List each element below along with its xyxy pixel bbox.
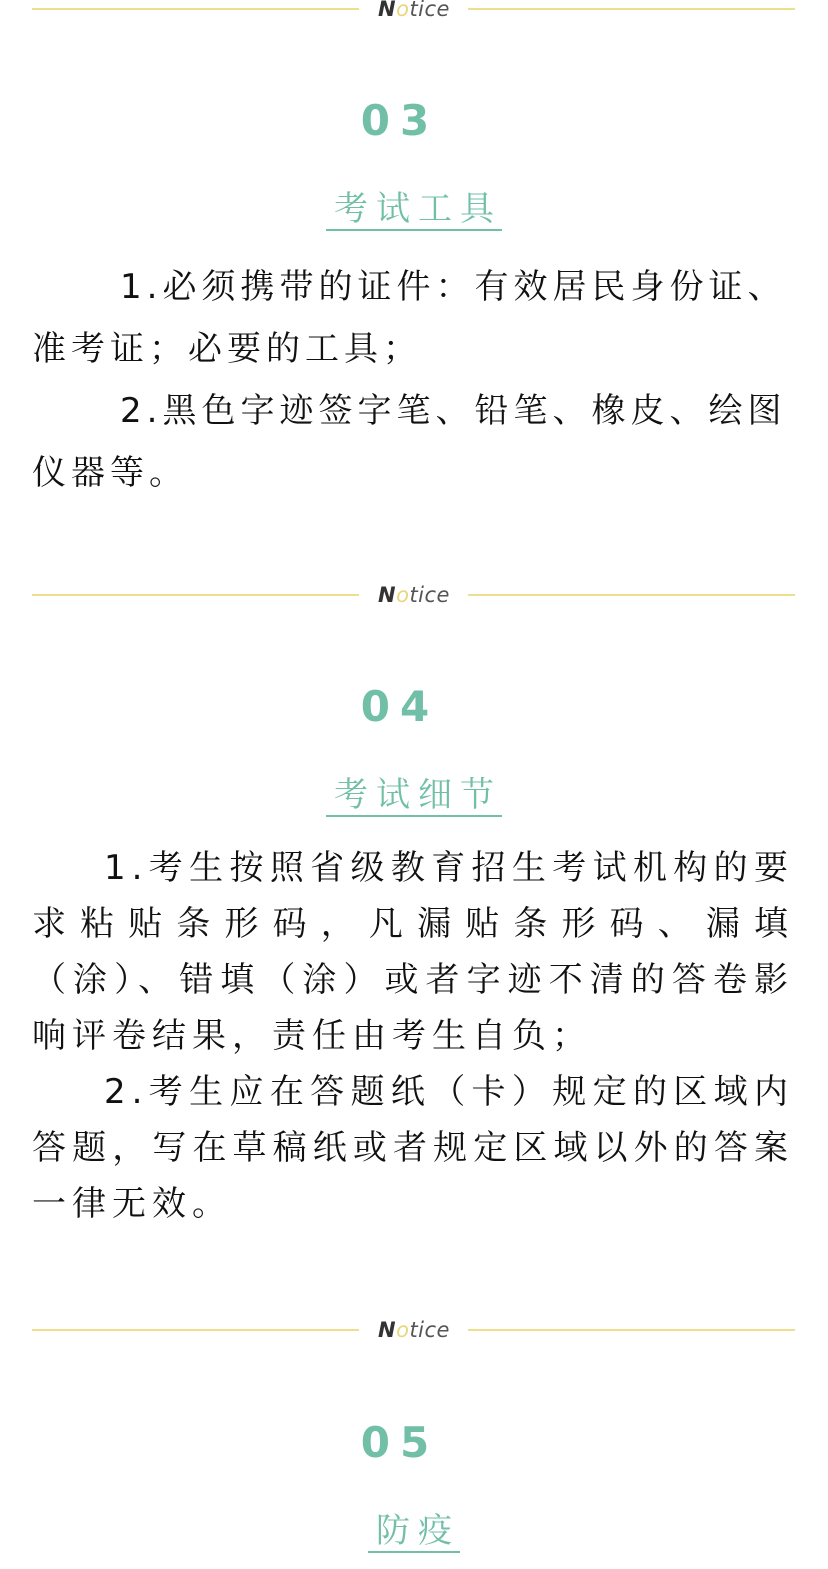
section-number-04: 04: [360, 682, 440, 731]
section-title-04: 考试细节: [0, 774, 828, 816]
paragraph: 2.黑色字迹签字笔、铅笔、橡皮、绘图仪器等。: [32, 391, 787, 493]
divider-line-right: [468, 594, 795, 596]
divider-line-left: [32, 1329, 359, 1331]
section-number-05: 05: [360, 1418, 440, 1467]
notice-divider-top: [0, 0, 828, 24]
notice-label: Notice: [378, 0, 450, 21]
divider-line-left: [32, 8, 359, 10]
paragraph: 1.考生按照省级教育招生考试机构的要求粘贴条形码，凡漏贴条形码、漏填（涂）、错填（涂）或者字迹不清的答卷影响评卷结果，责任由考生自负；: [32, 848, 794, 1056]
notice-label: Notice: [378, 583, 450, 607]
paragraph: 2.考生应在答题纸（卡）规定的区域内答题，写在草稿纸或者规定区域以外的答案一律无效。: [32, 1072, 794, 1224]
section-04-content: [32, 840, 794, 1232]
divider-line-left: [32, 594, 359, 596]
section-number-03: 03: [360, 96, 440, 145]
notice-divider: [0, 1315, 828, 1345]
notice-label: Notice: [378, 1318, 450, 1342]
divider-line-right: [468, 1329, 795, 1331]
section-title-03: 考试工具: [0, 188, 828, 230]
divider-line-right: [468, 8, 795, 10]
notice-divider: [0, 580, 828, 610]
paragraph: 1.必须携带的证件：有效居民身份证、准考证；必要的工具；: [32, 267, 787, 369]
section-title-05: 防疫: [0, 1510, 828, 1552]
section-03-content: [32, 256, 794, 504]
